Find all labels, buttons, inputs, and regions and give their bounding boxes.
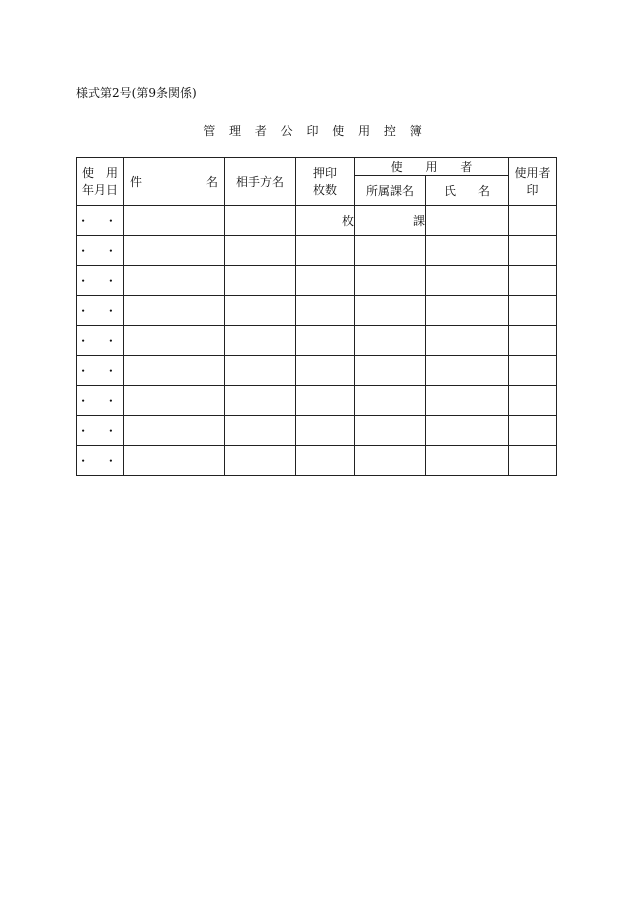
counterparty-cell[interactable] — [225, 326, 296, 356]
stamp-count-cell[interactable] — [296, 326, 355, 356]
header-user-seal — [509, 158, 557, 206]
header-subject — [124, 158, 225, 206]
header-user-group-char-3: 者 — [460, 160, 473, 174]
date-cell[interactable]: ・ ・ — [77, 266, 124, 296]
header-name-char-2: 名 — [478, 184, 491, 198]
subject-cell[interactable] — [124, 326, 225, 356]
subject-cell[interactable] — [124, 266, 225, 296]
header-subject-char-1: 件 — [130, 175, 143, 189]
table-row — [77, 296, 557, 326]
name-cell[interactable] — [426, 326, 509, 356]
department-cell[interactable] — [355, 356, 426, 386]
name-cell[interactable] — [426, 206, 509, 236]
name-cell[interactable] — [426, 266, 509, 296]
department-cell[interactable] — [355, 266, 426, 296]
name-cell[interactable] — [426, 386, 509, 416]
subject-cell[interactable] — [124, 446, 225, 476]
header-user-seal-line-2: 印 — [526, 182, 539, 197]
department-cell[interactable] — [355, 296, 426, 326]
name-cell[interactable] — [426, 296, 509, 326]
header-usage-date-line-2: 年月日 — [81, 182, 118, 197]
user-seal-cell[interactable] — [509, 416, 557, 446]
department-cell[interactable] — [355, 386, 426, 416]
stamp-count-cell[interactable]: 枚 — [296, 206, 355, 236]
header-subject-char-2: 名 — [205, 175, 218, 189]
table-row — [77, 236, 557, 266]
header-name — [426, 176, 509, 206]
stamp-count-cell[interactable] — [296, 296, 355, 326]
user-seal-cell[interactable] — [509, 236, 557, 266]
subject-cell[interactable] — [124, 296, 225, 326]
stamp-count-cell[interactable] — [296, 386, 355, 416]
header-name-char-1: 氏 — [444, 184, 457, 198]
department-cell[interactable] — [355, 416, 426, 446]
date-cell[interactable]: ・ ・ — [77, 236, 124, 266]
user-seal-cell[interactable] — [509, 386, 557, 416]
date-cell[interactable]: ・ ・ — [77, 326, 124, 356]
table-row — [77, 356, 557, 386]
counterparty-cell[interactable] — [225, 236, 296, 266]
header-stamp-count-line-2: 枚数 — [312, 182, 337, 197]
counterparty-cell[interactable] — [225, 296, 296, 326]
table-row — [77, 446, 557, 476]
header-usage-date — [77, 158, 124, 206]
date-cell[interactable]: ・ ・ — [77, 356, 124, 386]
stamp-count-cell[interactable] — [296, 416, 355, 446]
department-cell[interactable]: 課 — [355, 206, 426, 236]
counterparty-cell[interactable] — [225, 386, 296, 416]
subject-cell[interactable] — [124, 236, 225, 266]
name-cell[interactable] — [426, 356, 509, 386]
user-seal-cell[interactable] — [509, 206, 557, 236]
header-department: 所属課名 — [355, 176, 426, 206]
counterparty-cell[interactable] — [225, 206, 296, 236]
stamp-count-cell[interactable] — [296, 266, 355, 296]
department-cell[interactable] — [355, 326, 426, 356]
table-row — [77, 416, 557, 446]
department-cell[interactable] — [355, 236, 426, 266]
header-usage-date-char-1: 使 — [82, 165, 95, 180]
name-cell[interactable] — [426, 236, 509, 266]
name-cell[interactable] — [426, 446, 509, 476]
document-title: 管 理 者 公 印 使 用 控 簿 — [203, 124, 427, 138]
form-number-label: 様式第2号(第9条関係) — [76, 86, 197, 100]
header-user-group — [355, 158, 509, 176]
subject-cell[interactable] — [124, 386, 225, 416]
header-user-group-char-2: 用 — [425, 160, 438, 174]
header-counterparty: 相手方名 — [225, 158, 296, 206]
table-row — [77, 326, 557, 356]
header-user-seal-line-1: 使用者 — [514, 165, 551, 180]
user-seal-cell[interactable] — [509, 266, 557, 296]
user-seal-cell[interactable] — [509, 296, 557, 326]
name-cell[interactable] — [426, 416, 509, 446]
date-cell[interactable]: ・ ・ — [77, 296, 124, 326]
subject-cell[interactable] — [124, 206, 225, 236]
subject-cell[interactable] — [124, 356, 225, 386]
stamp-count-cell[interactable] — [296, 446, 355, 476]
date-cell[interactable]: ・ ・ — [77, 446, 124, 476]
header-row-1 — [77, 158, 557, 176]
table-row — [77, 386, 557, 416]
counterparty-cell[interactable] — [225, 446, 296, 476]
stamp-count-cell[interactable] — [296, 236, 355, 266]
subject-cell[interactable] — [124, 416, 225, 446]
header-stamp-count-line-1: 押印 — [312, 165, 337, 180]
department-cell[interactable] — [355, 446, 426, 476]
header-stamp-count — [296, 158, 355, 206]
date-cell[interactable]: ・ ・ — [77, 206, 124, 236]
counterparty-cell[interactable] — [225, 266, 296, 296]
seal-usage-ledger-table — [76, 157, 557, 476]
counterparty-cell[interactable] — [225, 416, 296, 446]
counterparty-cell[interactable] — [225, 356, 296, 386]
header-usage-date-char-2: 用 — [105, 165, 118, 180]
date-cell[interactable]: ・ ・ — [77, 386, 124, 416]
user-seal-cell[interactable] — [509, 446, 557, 476]
date-cell[interactable]: ・ ・ — [77, 416, 124, 446]
stamp-count-cell[interactable] — [296, 356, 355, 386]
user-seal-cell[interactable] — [509, 326, 557, 356]
user-seal-cell[interactable] — [509, 356, 557, 386]
table-row — [77, 266, 557, 296]
header-user-group-char-1: 使 — [390, 160, 403, 174]
table-row — [77, 206, 557, 236]
